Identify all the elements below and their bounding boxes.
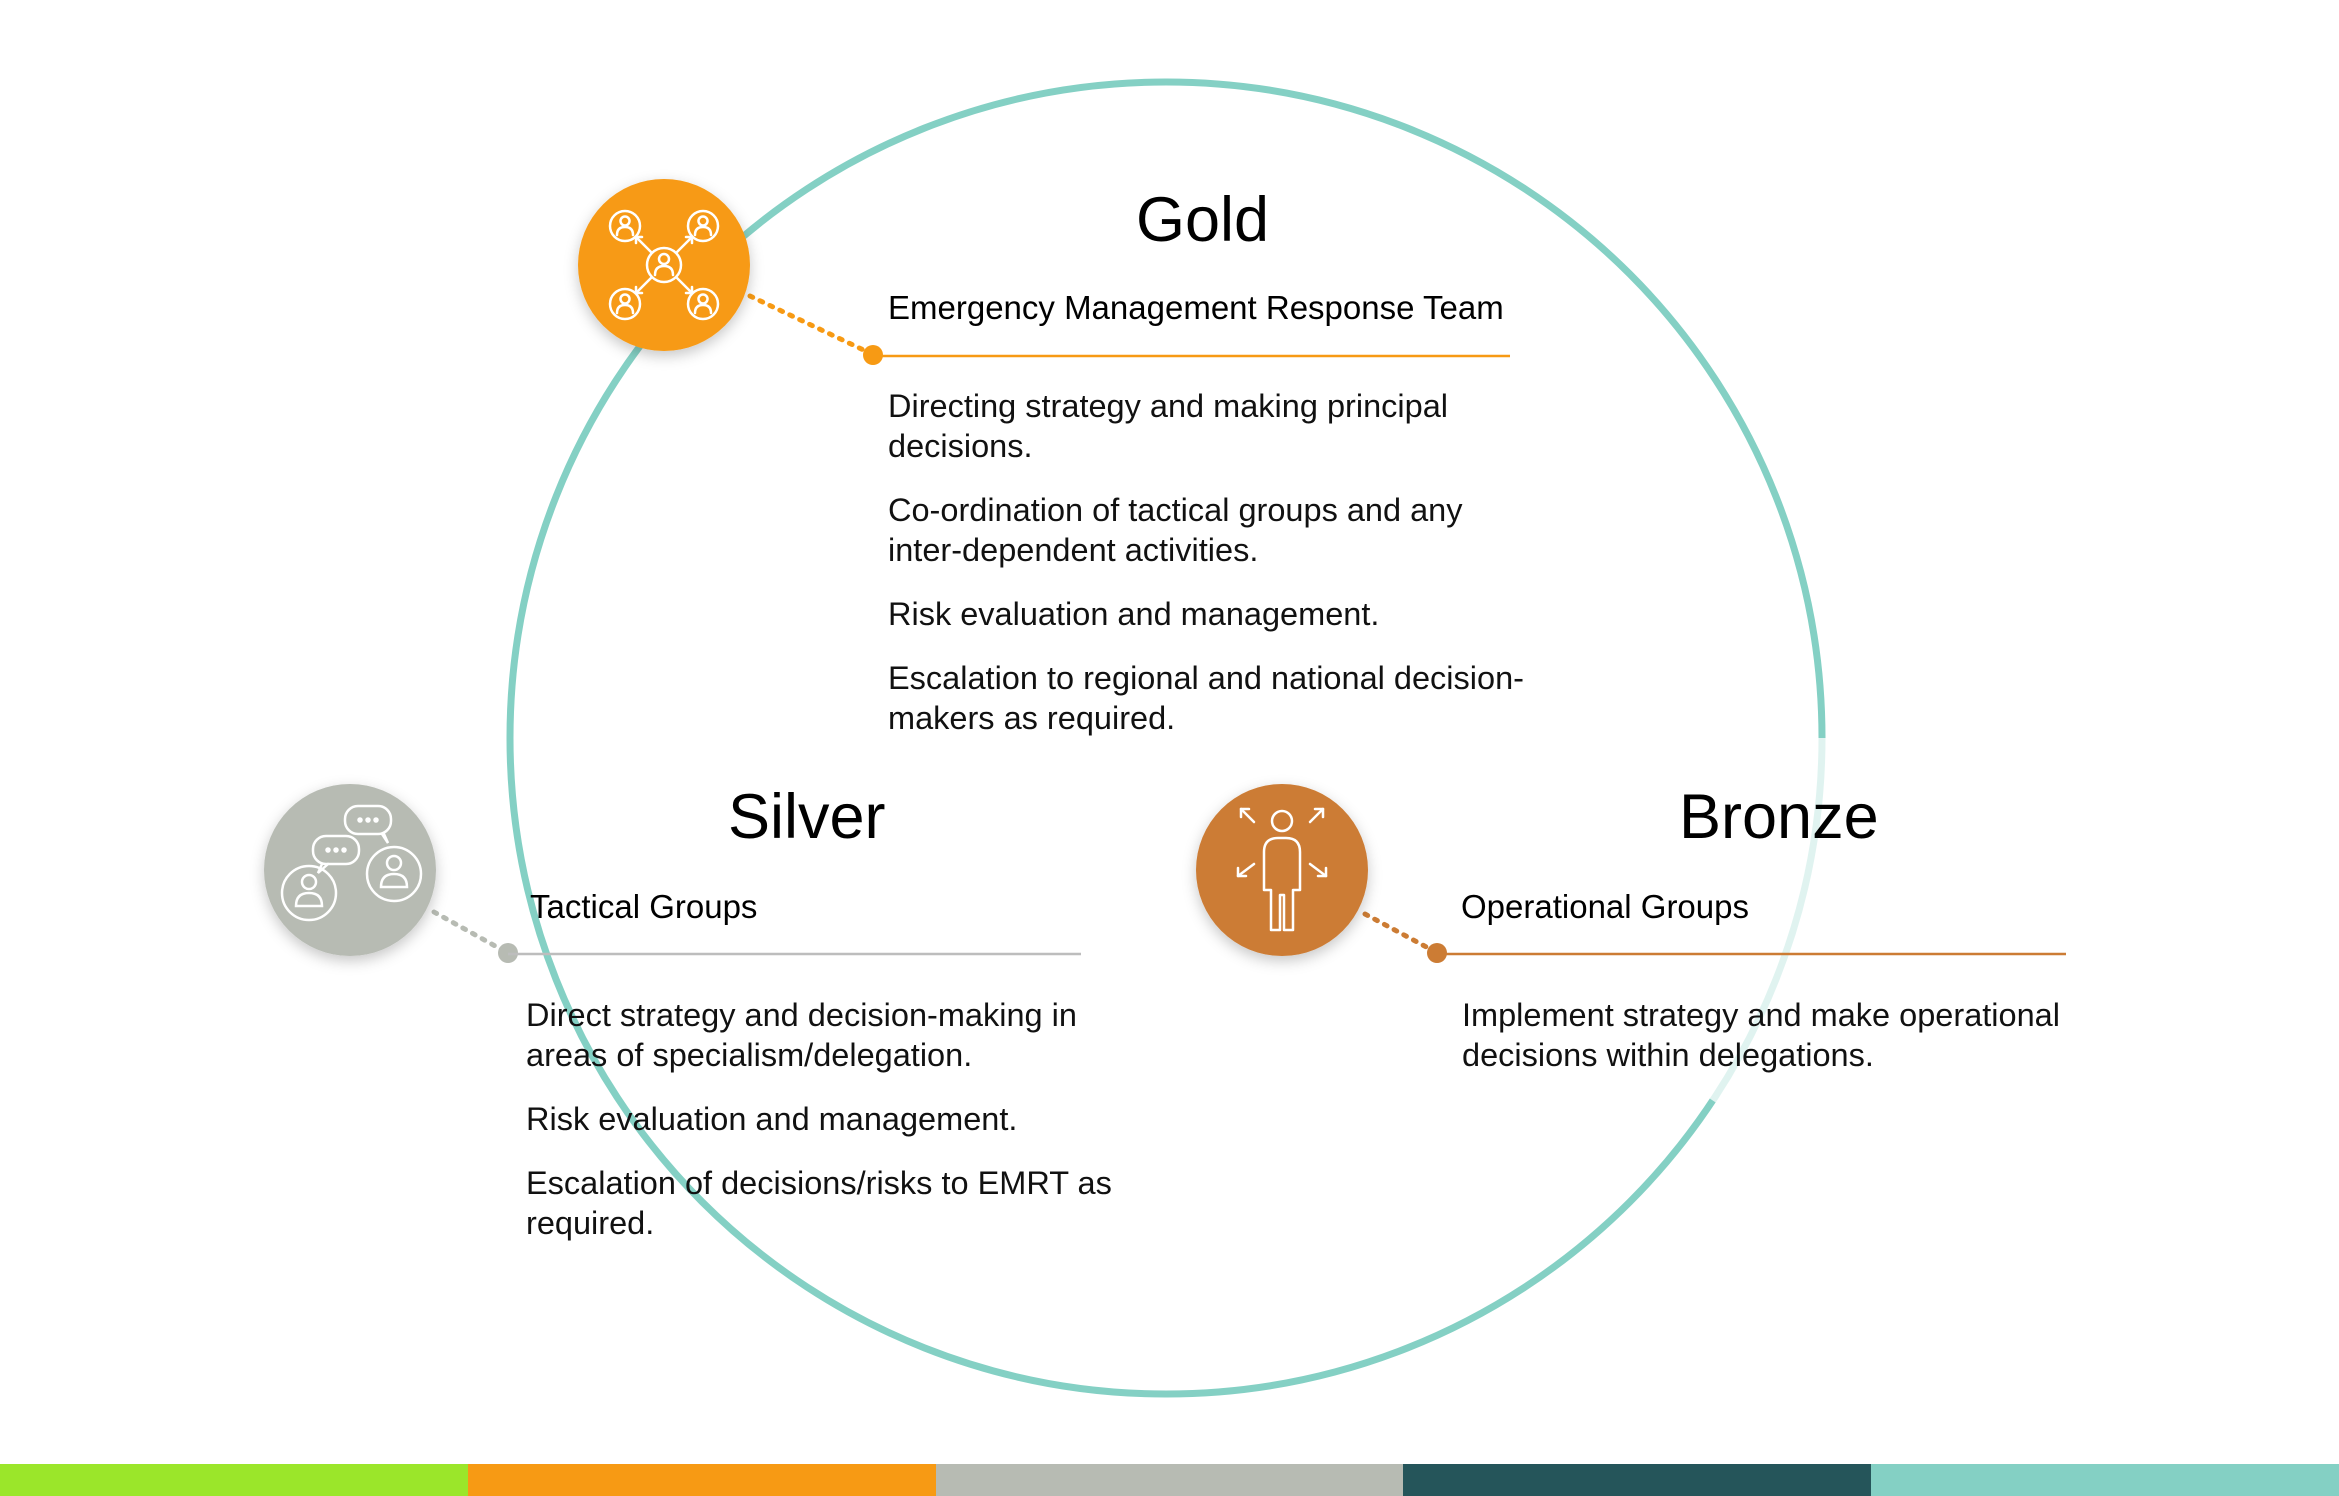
- silver-item: Escalation of decisions/risks to EMRT as required.: [526, 1165, 1112, 1241]
- person-arrows-icon: [1196, 784, 1368, 956]
- bronze-subtitle: Operational Groups: [1461, 888, 1749, 925]
- silver-connector-dots: [434, 912, 506, 952]
- silver-item: Risk evaluation and management.: [526, 1101, 1018, 1137]
- gold-item: Directing strategy and making principal decisions.: [888, 388, 1448, 464]
- silver-items: [526, 995, 1126, 1267]
- gold-item: Risk evaluation and management.: [888, 596, 1380, 632]
- silver-item: Direct strategy and decision-making in areas of specialism/delegation.: [526, 997, 1077, 1073]
- footer-segment-orange: [468, 1464, 936, 1496]
- bronze-item: Implement strategy and make operational decisions within delegations.: [1462, 997, 2060, 1073]
- silver-title: Silver: [728, 782, 886, 852]
- silver-subtitle: Tactical Groups: [530, 888, 758, 925]
- footer-segment-grey: [936, 1464, 1404, 1496]
- people-chat-icon: [264, 784, 436, 956]
- gold-subtitle: Emergency Management Response Team: [888, 289, 1504, 326]
- footer-segment-lime: [0, 1464, 468, 1496]
- bronze-connector-dots: [1365, 914, 1432, 950]
- network-people-icon: [578, 179, 750, 351]
- gold-connector-dots: [750, 296, 872, 354]
- bronze-items: [1462, 995, 2122, 1099]
- bronze-title: Bronze: [1679, 782, 1879, 852]
- footer-color-bar: [0, 1464, 2339, 1496]
- gold-item: Co-ordination of tactical groups and any inter-dependent activities.: [888, 492, 1463, 568]
- footer-segment-teal-light: [1871, 1464, 2339, 1496]
- gold-items: [888, 386, 1538, 762]
- gold-title: Gold: [1136, 185, 1270, 255]
- footer-segment-teal-dark: [1403, 1464, 1871, 1496]
- gold-item: Escalation to regional and national decision-makers as required.: [888, 660, 1524, 736]
